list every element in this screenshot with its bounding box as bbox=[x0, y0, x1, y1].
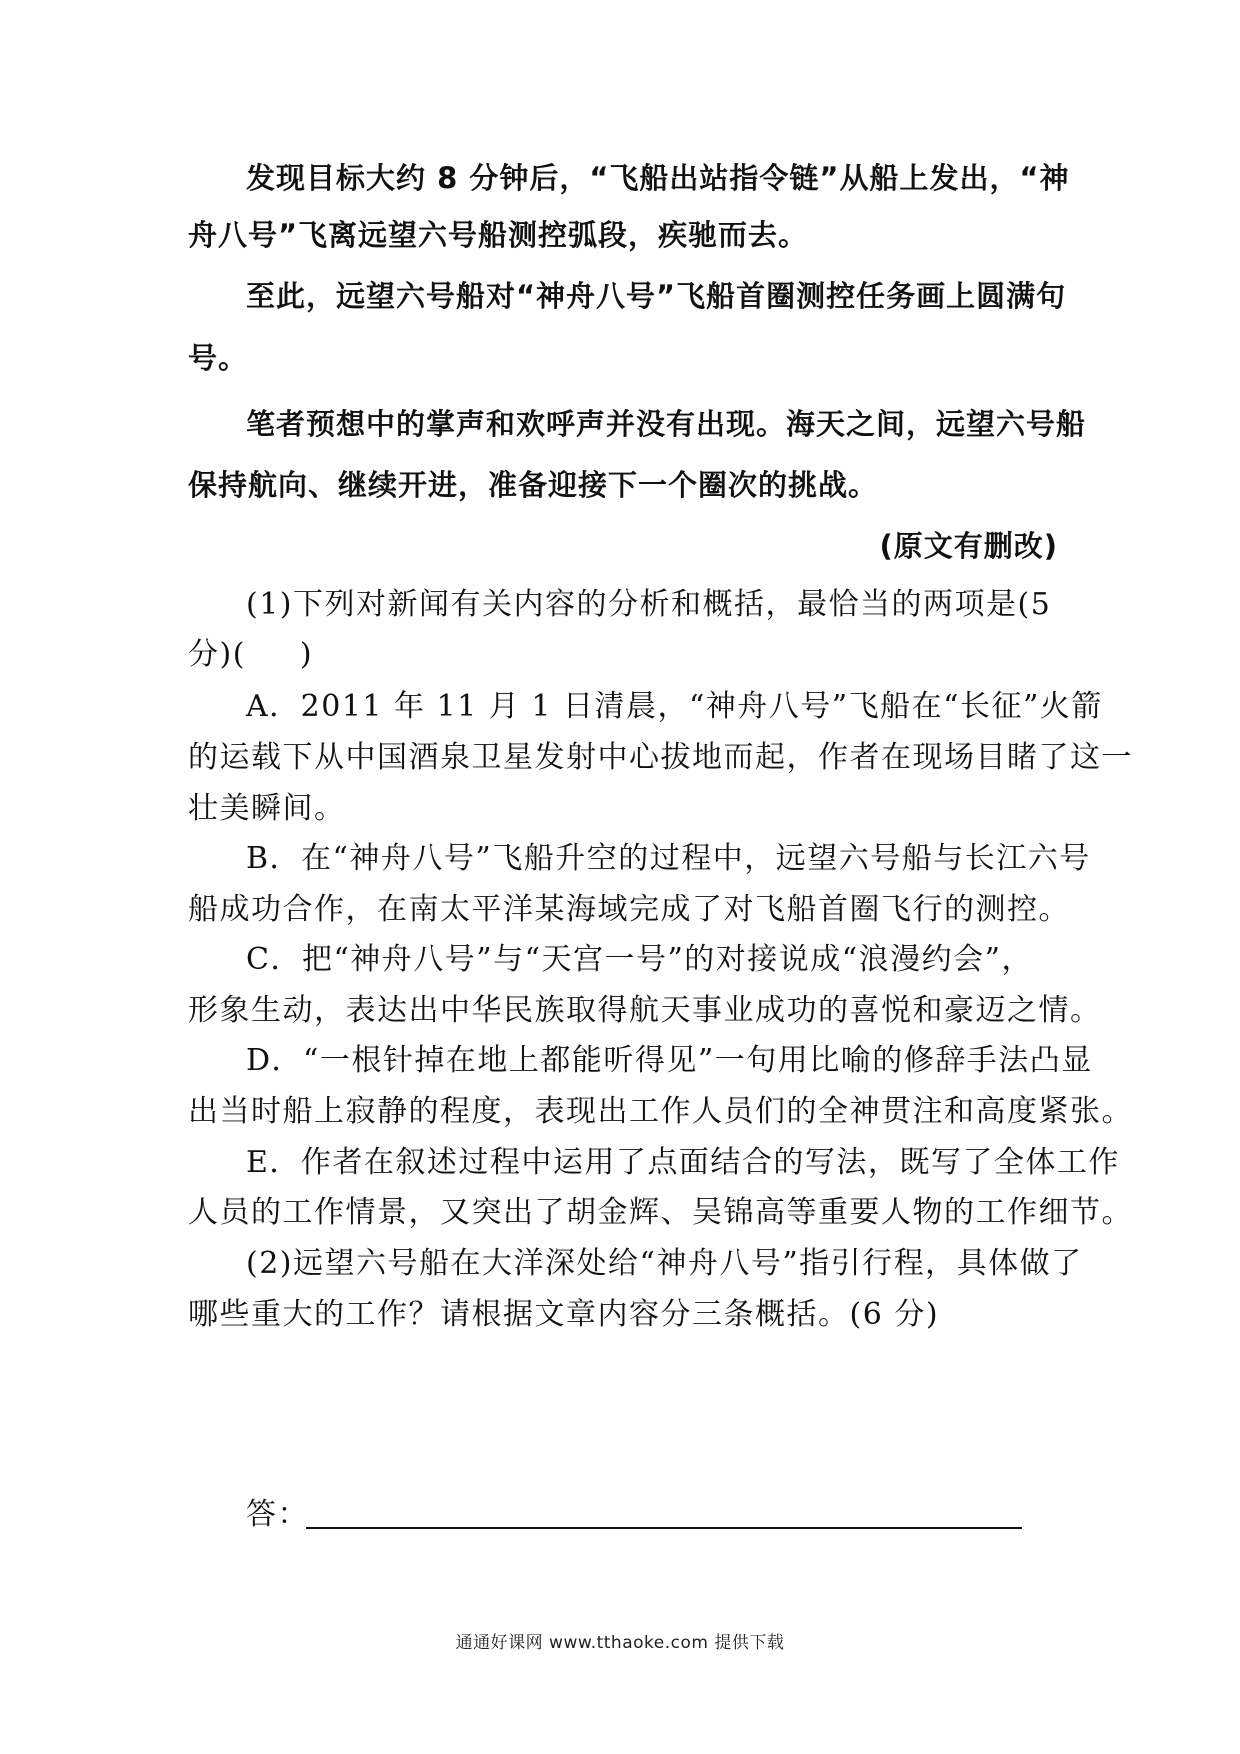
q1-stem-line2 bbox=[188, 635, 1058, 675]
source-note: (原文有删改) bbox=[879, 529, 1058, 563]
q1-stem-text: 分)( bbox=[188, 637, 246, 672]
q2-stem-line1: (2)远望六号船在大洋深处给“神舟八号”指引行程，具体做了 bbox=[246, 1246, 1083, 1281]
passage-p3-line2: 保持航向、继续开进，准备迎接下一个圈次的挑战。 bbox=[188, 468, 879, 502]
option-e-line2: 人员的工作情景，又突出了胡金辉、吴锦高等重要人物的工作细节。 bbox=[188, 1195, 1133, 1230]
option-a-line3: 壮美瞬间。 bbox=[188, 791, 346, 826]
option-d-line2: 出当时船上寂静的程度，表现出工作人员们的全神贯注和高度紧张。 bbox=[188, 1094, 1133, 1129]
passage-p3-line1: 笔者预想中的掌声和欢呼声并没有出现。海天之间，远望六号船 bbox=[246, 407, 1087, 441]
option-c-line1: C．把“神舟八号”与“天宫一号”的对接说成“浪漫约会”， bbox=[246, 942, 1033, 977]
passage-p2-line2: 号。 bbox=[188, 341, 249, 375]
option-a-line1: A．2011 年 11 月 1 日清晨，“神舟八号”飞船在“长征”火箭 bbox=[246, 689, 1103, 724]
passage-p1-line2: 舟八号”飞离远望六号船测控弧段，疾驰而去。 bbox=[188, 218, 809, 252]
q2-stem-line2: 哪些重大的工作？请根据文章内容分三条概括。(6 分) bbox=[188, 1297, 940, 1332]
answer-line[interactable] bbox=[306, 1527, 1022, 1529]
passage-p1-line1: 发现目标大约 8 分钟后，“飞船出站指令链”从船上发出，“神 bbox=[246, 161, 1070, 195]
footer-credit: 通通好课网 www.tthaoke.com 提供下载 bbox=[455, 1633, 785, 1653]
q1-stem-close: ) bbox=[299, 637, 314, 672]
option-b-line2: 船成功合作，在南太平洋某海域完成了对飞船首圈飞行的测控。 bbox=[188, 892, 1070, 927]
option-c-line2: 形象生动，表达出中华民族取得航天事业成功的喜悦和豪迈之情。 bbox=[188, 993, 1102, 1028]
answer-label: 答： bbox=[246, 1497, 309, 1532]
option-a-line2: 的运载下从中国酒泉卫星发射中心拔地而起，作者在现场目睹了这一 bbox=[188, 740, 1133, 775]
passage-p2-line1: 至此，远望六号船对“神舟八号”飞船首圈测控任务画上圆满句 bbox=[246, 279, 1067, 313]
option-b-line1: B．在“神舟八号”飞船升空的过程中，远望六号船与长江六号 bbox=[246, 841, 1091, 876]
option-e-line1: E．作者在叙述过程中运用了点面结合的写法，既写了全体工作 bbox=[246, 1145, 1120, 1180]
q1-stem-line1: (1)下列对新闻有关内容的分析和概括，最恰当的两项是(5 bbox=[246, 587, 1052, 622]
option-d-line1: D．“一根针掉在地上都能听得见”一句用比喻的修辞手法凸显 bbox=[246, 1043, 1093, 1078]
